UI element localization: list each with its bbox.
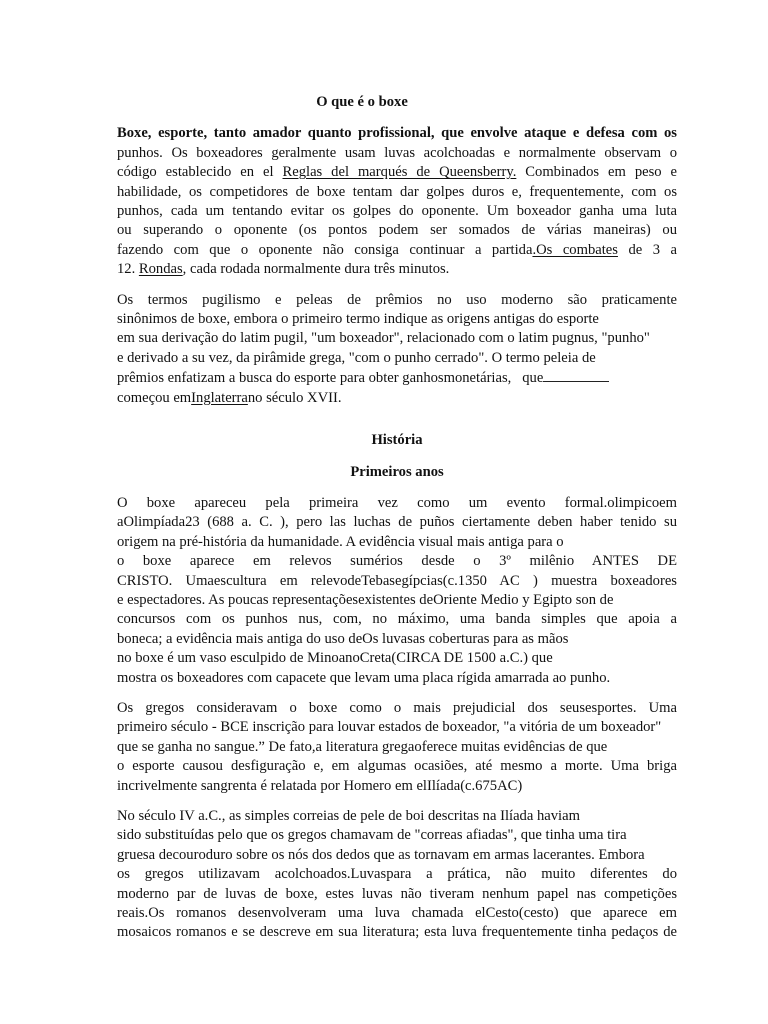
text-line: boneca; a evidência mais antiga do uso deOs luvasas coberturas para as mãos	[117, 630, 569, 647]
text-line: mosaicos romanos e se descreve em sua literatura; esta luva frequentemente tinha pedaços de	[117, 924, 677, 941]
text-line: o boxe aparece em relevos sumérios desde o 3º milênio ANTES DE	[117, 553, 677, 570]
text-line: punhos. Os boxeadores geralmente usam luvas acolchoadas e normalmente observam o	[117, 144, 677, 161]
text-span: começou em	[117, 389, 192, 406]
link-combates[interactable]: .Os combates	[532, 241, 618, 258]
blank-underline	[543, 368, 609, 382]
text-line: aOlimpíada23 (688 a. C. ), pero las luchas de puños ciertamente deben haber tenido su	[117, 514, 677, 531]
text-line	[117, 389, 677, 408]
paragraph-terms	[117, 291, 677, 408]
text-line: sinônimos de boxe, embora o primeiro termo indique as origens antigas do esporte	[117, 311, 599, 328]
section-heading-early-years: Primeiros anos	[350, 463, 444, 480]
text-line: moderno par de luvas de boxe, estes luvas não tiveram nenhum papel nas competições	[117, 885, 677, 902]
text-span: Combinados em peso e	[516, 164, 677, 181]
section-heading-history: História	[371, 432, 423, 449]
text-span: código establecido en el	[117, 164, 283, 181]
text-line: concursos com os punhos nus, com, no máximo, uma banda simples que apoia a	[117, 611, 677, 628]
text-line: e derivado a su vez, da pirâmide grega, "com o punho cerrado". O termo peleia de	[117, 349, 596, 366]
text-line	[117, 163, 677, 182]
text-span: prêmios enfatizam a busca do esporte para obter ganhosmonetárias, que	[117, 370, 544, 387]
text-line: Boxe, esporte, tanto amador quanto profissional, que envolve ataque e defesa com os	[117, 125, 677, 142]
text-line: punhos, cada um tentando evitar os golpes do oponente. Um boxeador ganha uma luta	[117, 203, 677, 220]
text-line: ou superando o oponente (os pontos podem ser somados de várias maneiras) ou	[117, 222, 677, 239]
text-line: em sua derivação do latim pugil, "um boxeador", relacionado com o latim pugnus, "punho"	[117, 330, 650, 347]
text-line: que se ganha no sangue.” De fato,a literatura gregaoferece muitas evidências de que	[117, 738, 608, 755]
text-span: no século XVII.	[247, 389, 342, 406]
page-title: O que é o boxe	[316, 94, 408, 110]
text-span: fazendo com que o oponente não consiga continuar a partida	[117, 241, 533, 258]
text-span: , cada rodada normalmente dura três minutos.	[182, 261, 450, 278]
text-span: 12.	[117, 261, 139, 278]
text-line	[117, 260, 677, 279]
link-queensberry-rules[interactable]: Reglas del marqués de Queensberry.	[282, 164, 517, 181]
text-line: no boxe é um vaso esculpido de MinoanoCreta(CIRCA DE 1500 a.C.) que	[117, 650, 553, 667]
document-body	[117, 93, 677, 954]
text-line: mostra os boxeadores com capacete que levam uma placa rígida amarrada ao punho.	[117, 669, 611, 686]
text-span: de 3 a	[617, 241, 677, 258]
paragraph-fourth-century	[117, 807, 677, 943]
text-line: primeiro século - BCE inscrição para louvar estados de boxeador, "a vitória de um boxeador"	[117, 719, 662, 736]
text-line	[117, 241, 677, 260]
link-rondas[interactable]: Rondas	[138, 261, 183, 278]
text-line: os gregos utilizavam acolchoados.Luvaspara a prática, não muito diferentes do	[117, 866, 677, 883]
text-line: origem na pré-história da humanidade. A evidência visual mais antiga para o	[117, 533, 564, 550]
text-line: sido substituídas pelo que os gregos chamavam de "correas afiadas", que tinha uma tira	[117, 827, 627, 844]
paragraph-greeks	[117, 699, 677, 796]
text-line: Os gregos consideravam o boxe como o mais prejudicial dos seusesportes. Uma	[117, 699, 677, 716]
text-line: incrivelmente sangrenta é relatada por Homero em elIlíada(c.675AC)	[117, 777, 523, 794]
text-line	[117, 368, 677, 388]
link-inglaterra[interactable]: Inglaterra	[191, 389, 248, 406]
paragraph-intro	[117, 124, 677, 279]
text-line: No século IV a.C., as simples correias de pele de boi descritas na Ilíada haviam	[117, 808, 580, 824]
text-line: o esporte causou desfiguração e, em algumas ocasiões, até mesmo a morte. Uma briga	[117, 758, 677, 775]
text-line: habilidade, os competidores de boxe tentam dar golpes duros e, frequentemente, com os	[117, 183, 677, 200]
text-line: Os termos pugilismo e peleas de prêmios no uso moderno são praticamente	[117, 291, 677, 308]
text-line: gruesa decouroduro sobre os nós dos dedos que as tornavam em armas lacerantes. Embora	[117, 846, 645, 863]
text-line: CRISTO. Umaescultura em relevodeTebasegípcias(c.1350 AC ) muestra boxeadores	[117, 572, 677, 589]
text-line: e espectadores. As poucas representaçõesexistentes deOriente Medio y Egipto son de	[117, 591, 614, 608]
text-line: reais.Os romanos desenvolveram uma luva chamada elCesto(cesto) que aparece em	[117, 905, 677, 922]
text-line: O boxe apareceu pela primeira vez como um evento formal.olimpicoem	[117, 494, 677, 511]
paragraph-origins	[117, 494, 677, 688]
